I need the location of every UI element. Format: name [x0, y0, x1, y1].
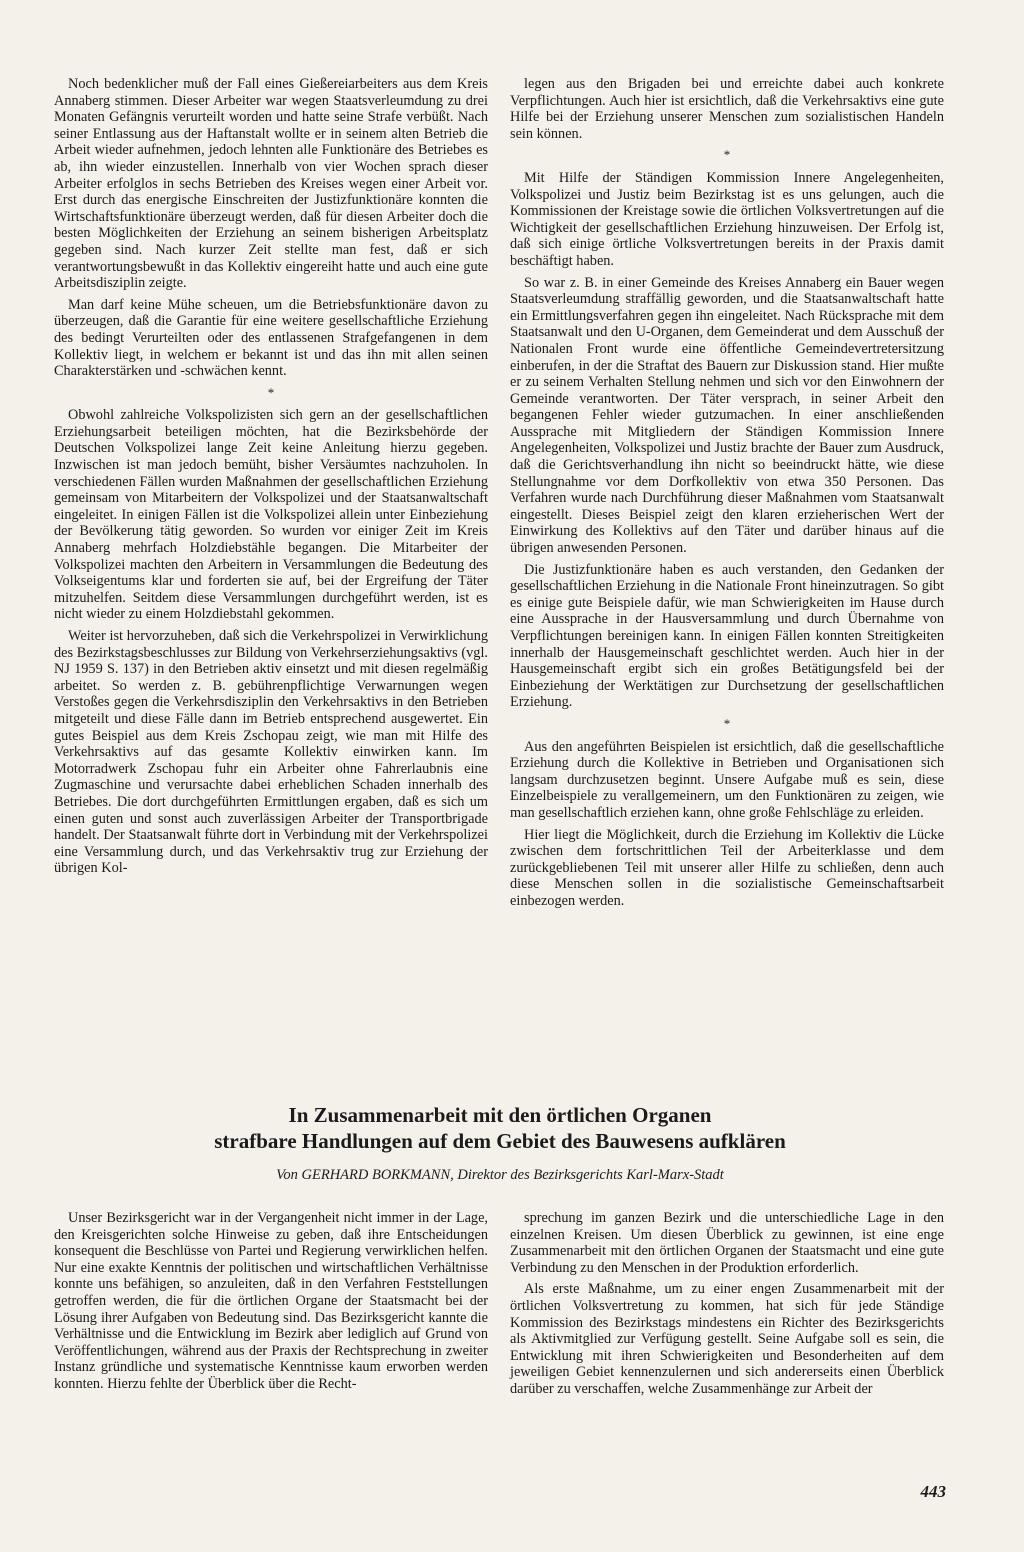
- paragraph: Noch bedenklicher muß der Fall eines Gießereiarbeiters aus dem Kreis Annaberg stimmen. Dieser Arbeiter war wegen Staatsverleumdung zu drei Monaten Gefängnis verurteilt worden und hatte seine Strafe verbüßt. Nach seiner Entlassung aus der Haftanstalt wollte er in seinem alten Betrieb die Arbeit wieder aufnehmen, jedoch lehnten alle Funktionäre des Betriebes es ab, ihn wieder einzustellen. Innerhalb von vier Wochen sprach dieser Arbeiter erfolglos in sechs Betrieben des Kreises wegen einer Arbeit vor. Erst durch das energische Einschreiten der Justizfunktionäre konnten die Wirtschaftsfunktionäre überzeugt werden, daß für diesen Arbeiter doch die besten Möglichkeiten der Erziehung an seinem bisherigen Arbeitsplatz gegeben sind. Nach kurzer Zeit stellte man fest, daß er sich verantwortungsbewußt in das Kollektiv eingereiht hatte und auch eine gute Arbeitsdisziplin zeigte.: [54, 76, 488, 292]
- paragraph: Aus den angeführten Beispielen ist ersichtlich, daß die gesellschaftliche Erziehung durch die Kollektive in Betrieben und Organisationen sich langsam durchzusetzen beginnt. Unsere Aufgabe muß es sein, diese Einzelbeispiele zu verallgemeinern, um den Funktionären zu zeigen, wie man gesellschaftlich erziehen kann, ohne große Fehlschläge zu erleiden.: [510, 738, 944, 821]
- paragraph: Obwohl zahlreiche Volkspolizisten sich gern an der gesellschaftlichen Erziehungsarbeit beteiligen möchten, hat die Bezirksbehörde der Deutschen Volkspolizei lange Zeit keine Anleitung hierzu gegeben. Inzwischen ist man jedoch bemüht, bisher Versäumtes nachzuholen. In verschiedenen Fällen wurden Maßnahmen der gesellschaftlichen Erziehung gemeinsam von Mitarbeitern der Volkspolizei und der Staatsanwaltschaft eingeleitet. In einigen Fällen ist die Volkspolizei allein unter Einbeziehung der Bevölkerung tätig geworden. So wurden vor einiger Zeit im Kreis Annaberg mehrfach Holzdiebstähle begangen. Die Mitarbeiter der Volkspolizei machten den Arbeitern in Versammlungen die Bedeutung des Volkseigentums klar und forderten sie auf, bei der Ergreifung der Täter mitzuhelfen. Seitdem diese Versammlungen durchgeführt werden, ist es nicht wieder zu einem Holzdiebstahl gekommen.: [54, 407, 488, 623]
- article2-left-column: [54, 1210, 488, 1398]
- article2-right-column: [510, 1210, 944, 1403]
- paragraph: Weiter ist hervorzuheben, daß sich die Verkehrspolizei in Verwirklichung des Bezirkstagsbeschlusses zur Bildung von Verkehrserziehungsaktivs (vgl. NJ 1959 S. 137) in den Betrieben aktiv einsetzt und mit diesen regelmäßig arbeitet. So werden z. B. gebührenpflichtige Verwarnungen wegen Verstoßes gegen die Verkehrsdisziplin den Verkehrsaktivs in den Betrieben mitgeteilt und diese Fälle dann im Betrieb entsprechend ausgewertet. Ein gutes Beispiel aus dem Kreis Zschopau zeigt, wie man mit Hilfe des Verkehrsaktivs auf das gesamte Kollektiv einwirken kann. Im Motorradwerk Zschopau fuhr ein Arbeiter ohne Fahrerlaubnis eine Zugmaschine und verursachte dabei erheblichen Schaden innerhalb des Betriebes. Die dort durchgeführten Ermittlungen ergaben, daß es sich um einen guten und sonst auch zuverlässigen Arbeiter der Transportbrigade handelt. Der Staatsanwalt führte dort in Verbindung mit der Verkehrspolizei eine Versammlung durch, und das Verkehrsaktiv trug zur Erziehung der übrigen Kol-: [54, 628, 488, 877]
- paragraph: Die Justizfunktionäre haben es auch verstanden, den Gedanken der gesellschaftlichen Erziehung in die Nationale Front hineinzutragen. So gibt es einige gute Beispiele dafür, wie man Schwierigkeiten im Hause durch eine Aussprache in der Hausversammlung und durch Übernahme von Verpflichtungen bereinigen kann. In einigen Fällen konnten Streitigkeiten innerhalb der Hausgemeinschaft geschlichtet werden. Auch hier in der Hausgemeinschaft ergibt sich ein großes Betätigungsfeld bei der Einbeziehung der Werktätigen zur Durchsetzung der gesellschaftlichen Erziehung.: [510, 561, 944, 711]
- section-separator: *: [723, 715, 731, 731]
- paragraph: sprechung im ganzen Bezirk und die unterschiedliche Lage in den einzelnen Kreisen. Um diesen Überblick zu gewinnen, ist eine enge Zusammenarbeit mit den örtlichen Organen der Staatsmacht und eine gute Verbindung zu den Menschen in der Produktion erforderlich.: [510, 1210, 944, 1276]
- paragraph: Unser Bezirksgericht war in der Vergangenheit nicht immer in der Lage, den Kreisgerichten solche Hinweise zu geben, daß ihre Entscheidungen konsequent die Beschlüsse von Partei und Regierung verwirklichen helfen. Nur eine exakte Kenntnis der politischen und wirtschaftlichen Verhältnisse konnte uns befähigen, so anzuleiten, daß in den Verfahren Feststellungen getroffen werden, die für die örtlichen Organe der Staatsmacht bei der Lösung ihrer Aufgaben von Bedeutung sind. Das Bezirksgericht kannte die Verhältnisse und die Entwicklung im Bezirk aber lediglich auf Grund von Veröffentlichungen, während aus der Praxis der Rechtsprechung in zweiter Instanz gründliche und systematische Kenntnisse kaum erworben werden konnten. Hierzu fehlte der Überblick über die Recht-: [54, 1210, 488, 1392]
- paragraph: legen aus den Brigaden bei und erreichte dabei auch konkrete Verpflichtungen. Auch hier ist ersichtlich, daß die Verkehrsaktivs eine gute Hilfe bei der Erziehung unserer Menschen zum sozialistischen Handeln sein können.: [510, 76, 944, 142]
- page-number: 443: [920, 1482, 946, 1501]
- paragraph: Mit Hilfe der Ständigen Kommission Innere Angelegenheiten, Volkspolizei und Justiz beim Bezirkstag ist es uns gelungen, auch die Kommissionen der Kreistage sowie die örtlichen Volksvertretungen auf die Wichtigkeit der gesellschaftlichen Erziehung hinzuweisen. Der Erfolg ist, daß sich einige örtliche Volksvertretungen bereits in der Praxis damit beschäftigt haben.: [510, 169, 944, 269]
- article1-right-column: [510, 76, 944, 915]
- article1-left-column: [54, 76, 488, 882]
- paragraph: Als erste Maßnahme, um zu einer engen Zusammenarbeit mit der örtlichen Volksvertretung zu kommen, hat sich für jede Ständige Kommission des Bezirkstags mindestens ein Richter des Bezirksgerichts als Aktivmitglied zur Verfügung gestellt. Seine Aufgabe soll es sein, die Entwicklung mit ihren Schwierigkeiten und Besonderheiten auf dem jeweiligen Gebiet kennenzulernen und sich andererseits einen Überblick darüber zu verschaffen, welche Zusammenhänge zur Arbeit der: [510, 1281, 944, 1397]
- headline-line: strafbare Handlungen auf dem Gebiet des Bauwesens aufklären: [214, 1129, 786, 1153]
- paragraph: Man darf keine Mühe scheuen, um die Betriebsfunktionäre davon zu überzeugen, daß die Garantie für eine weitere gesellschaftliche Erziehung des bedingt Verurteilten oder des entlassenen Strafgefangenen in dem Kollektiv liegt, in welchem er bekannt ist und das ihn mit allen seinen Charakterstärken und -schwächen kennt.: [54, 296, 488, 380]
- headline-line: In Zusammenarbeit mit den örtlichen Organen: [288, 1103, 712, 1127]
- article2-byline: Von GERHARD BORKMANN, Direktor des Bezirksgerichts Karl-Marx-Stadt: [276, 1167, 724, 1183]
- paragraph: Hier liegt die Möglichkeit, durch die Erziehung im Kollektiv die Lücke zwischen dem fortschrittlichen Teil der Arbeiterklasse und dem zurückgebliebenen Teil mit unserer aller Hilfe zu schließen, denn auch diese Menschen sollen in die sozialistische Gemeinschaftsarbeit einbezogen werden.: [510, 826, 944, 909]
- article2-headline: [60, 1102, 940, 1154]
- section-separator: *: [267, 384, 275, 400]
- section-separator: *: [723, 147, 731, 163]
- paragraph: So war z. B. in einer Gemeinde des Kreises Annaberg ein Bauer wegen Staatsverleumdung straffällig geworden, und die Staatsanwaltschaft hatte ein Ermittlungsverfahren gegen ihn eingeleitet. Nach Rücksprache mit dem Staatsanwalt und den U-Organen, dem Gemeinderat und dem Ausschuß der Nationalen Front wurde eine öffentliche Gemeindevertretersitzung einberufen, in der die Straftat des Bauern zur Diskussion stand. Hier mußte er zu seinem Verhalten Stellung nehmen und sich vor den Einwohnern der Gemeinde verantworten. Der Täter versprach, in seiner Arbeit den begangenen Fehler wieder gutzumachen. In einer anschließenden Aussprache mit Mitgliedern der Ständigen Kommission Innere Angelegenheiten, Volkspolizei und Justiz brachte der Bauer zum Ausdruck, daß die Gerichtsverhandlung ihn nicht so beeindruckt hätte, wie diese Stellungnahme vor dem Dorfkollektiv von etwa 350 Personen. Das Verfahren wurde nach Durchführung dieser Maßnahmen vom Staatsanwalt eingestellt. Dieses Beispiel zeigt den klaren erzieherischen Wert der Einwirkung des Kollektivs auf den Täter und darüber hinaus auf die übrigen anwesenden Personen.: [510, 274, 944, 557]
